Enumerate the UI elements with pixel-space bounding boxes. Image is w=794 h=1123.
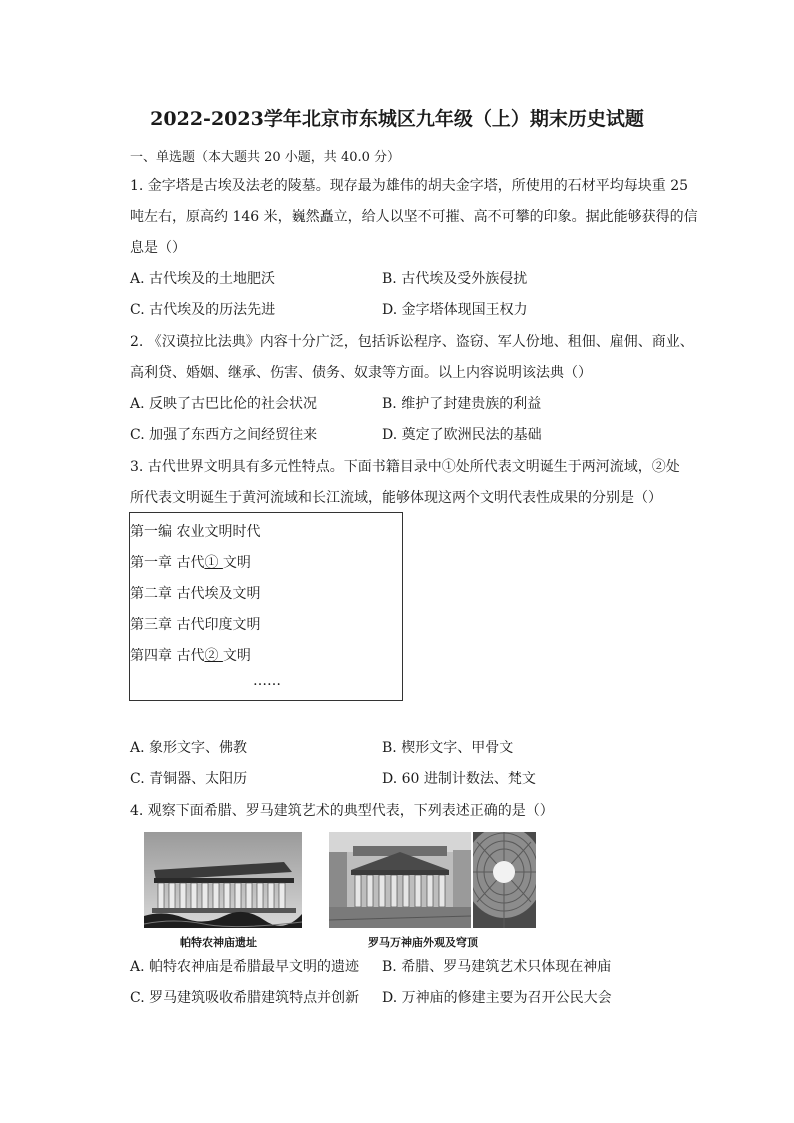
q1-option-d[interactable]: D. 金字塔体现国王权力 — [382, 302, 528, 318]
q1-line-1: 1. 金字塔是古埃及法老的陵墓。现存最为雄伟的胡夫金字塔，所使用的石材平均每块重 25 — [130, 178, 689, 194]
pantheon-exterior-photo — [329, 832, 471, 928]
pantheon-exterior-illustration — [329, 832, 471, 928]
q3-option-c[interactable]: C. 青铜器、太阳历 — [130, 771, 248, 787]
q2-option-b[interactable]: B. 维护了封建贵族的利益 — [382, 396, 542, 412]
blank-marker-1: ① — [204, 555, 219, 571]
box-line-2 — [130, 552, 251, 572]
pantheon-dome-illustration — [473, 832, 536, 928]
q3-option-d[interactable]: D. 60 进制计数法、梵文 — [382, 771, 536, 787]
box-line-5 — [130, 645, 251, 665]
q4-option-d[interactable]: D. 万神庙的修建主要为召开公民大会 — [382, 990, 612, 1006]
blank-marker-2: ② — [204, 648, 219, 664]
q3-option-b[interactable]: B. 楔形文字、甲骨文 — [382, 740, 514, 756]
box-ellipsis: …… — [253, 673, 281, 689]
box-line-5-prefix: 第四章 古代 — [130, 648, 205, 664]
q4-option-a[interactable]: A. 帕特农神庙是希腊最早文明的遗迹 — [130, 959, 360, 975]
pantheon-dome-photo — [473, 832, 536, 928]
q1-option-c[interactable]: C. 古代埃及的历法先进 — [130, 302, 276, 318]
q2-option-a[interactable]: A. 反映了古巴比伦的社会状况 — [130, 396, 318, 412]
box-line-1: 第一编 农业文明时代 — [130, 524, 261, 540]
book-contents-box — [129, 512, 403, 701]
parthenon-illustration — [144, 832, 302, 928]
box-line-2-prefix: 第一章 古代 — [130, 555, 205, 571]
caption-parthenon: 帕特农神庙遗址 — [180, 936, 257, 949]
q1-line-2: 吨左右，原高约 146 米，巍然矗立，给人以坚不可摧、高不可攀的印象。据此能够获得的信 — [130, 209, 698, 225]
caption-pantheon: 罗马万神庙外观及穹顶 — [368, 936, 478, 949]
q1-option-a[interactable]: A. 古代埃及的土地肥沃 — [130, 271, 276, 287]
q4-option-b[interactable]: B. 希腊、罗马建筑艺术只体现在神庙 — [382, 959, 612, 975]
q4-option-c[interactable]: C. 罗马建筑吸收希腊建筑特点并创新 — [130, 990, 360, 1006]
box-line-4: 第三章 古代印度文明 — [130, 617, 261, 633]
q2-option-d[interactable]: D. 奠定了欧洲民法的基础 — [382, 427, 542, 443]
q2-option-c[interactable]: C. 加强了东西方之间经贸往来 — [130, 427, 318, 443]
box-line-5-suffix: 文明 — [222, 648, 251, 664]
box-line-2-suffix: 文明 — [222, 555, 251, 571]
q2-line-1: 2. 《汉谟拉比法典》内容十分广泛，包括诉讼程序、盗窃、军人份地、租佃、雇佣、商业、 — [130, 334, 694, 350]
box-line-3: 第二章 古代埃及文明 — [130, 586, 261, 602]
q2-line-2: 高利贷、婚姻、继承、伤害、债务、奴隶等方面。以上内容说明该法典（） — [130, 365, 592, 381]
q3-line-2: 所代表文明诞生于黄河流域和长江流域，能够体现这两个文明代表性成果的分别是（） — [130, 490, 662, 506]
q4-line-1: 4. 观察下面希腊、罗马建筑艺术的典型代表，下列表述正确的是（） — [130, 803, 554, 819]
q3-line-1: 3. 古代世界文明具有多元性特点。下面书籍目录中①处所代表文明诞生于两河流域，②处 — [130, 459, 680, 475]
parthenon-photo — [144, 832, 302, 928]
page-title: 2022-2023学年北京市东城区九年级（上）期末历史试题 — [150, 108, 644, 130]
q1-option-b[interactable]: B. 古代埃及受外族侵扰 — [382, 271, 528, 287]
q1-line-3: 息是（） — [130, 240, 186, 256]
q3-option-a[interactable]: A. 象形文字、佛教 — [130, 740, 248, 756]
section-heading: 一、单选题（本大题共 20 小题，共 40.0 分） — [130, 150, 401, 165]
